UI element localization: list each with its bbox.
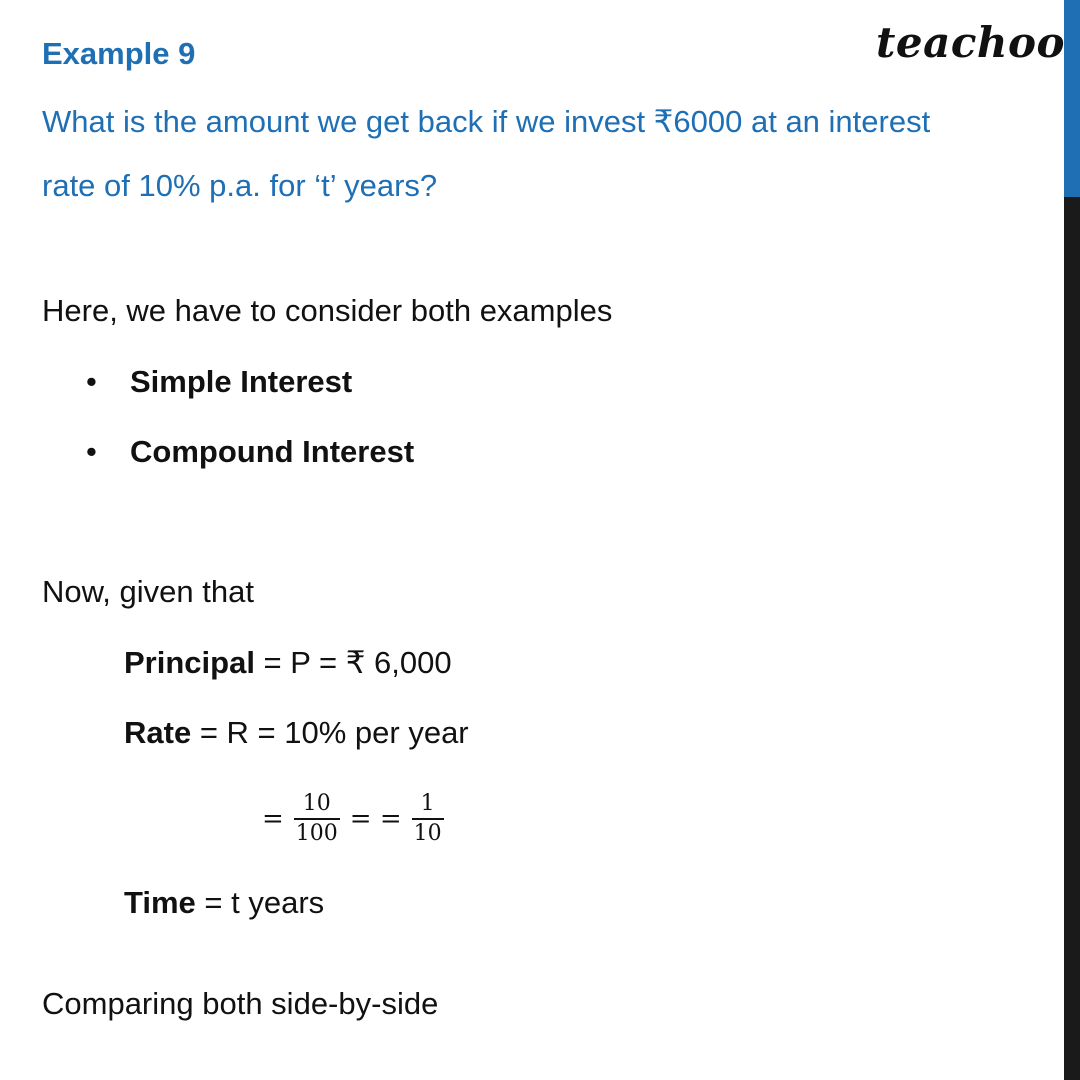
example-title: Example 9: [42, 36, 196, 71]
sidebar-accent-bar: [1064, 0, 1080, 197]
rate-fraction-row: [256, 792, 448, 846]
fraction-ten-over-hundred: [294, 792, 340, 846]
fraction-denominator: 10: [413, 821, 442, 846]
equals-sign: =: [262, 804, 284, 834]
bullet-item: [86, 434, 414, 470]
fraction-denominator: 100: [295, 821, 338, 846]
bullet-icon: •: [86, 434, 97, 469]
equals-sign: = =: [349, 804, 402, 834]
rate-label: Rate: [124, 715, 192, 750]
sidebar-dark-bar: [1064, 197, 1080, 1080]
fraction-numerator: 10: [302, 791, 331, 816]
question-line-2: rate of 10% p.a. for ‘t’ years?: [42, 168, 438, 203]
given-heading: Now, given that: [42, 574, 254, 609]
rate-row: [124, 715, 469, 751]
bullet-icon: •: [86, 364, 97, 399]
time-label: Time: [124, 885, 196, 920]
bullet-label: Simple Interest: [130, 364, 353, 399]
bullet-item: [86, 364, 352, 400]
question-line-1: What is the amount we get back if we invest ₹6000 at an interest: [42, 104, 931, 139]
principal-label: Principal: [124, 645, 255, 680]
fraction-numerator: 1: [420, 791, 435, 816]
time-value: = t years: [195, 885, 325, 920]
fraction-one-over-ten: [412, 792, 444, 846]
rate-value: = R = 10% per year: [191, 715, 469, 750]
time-row: [124, 885, 324, 921]
bullet-label: Compound Interest: [130, 434, 415, 469]
principal-row: [124, 645, 452, 681]
principal-value: = P = ₹ 6,000: [254, 645, 452, 680]
comparison-text: Comparing both side-by-side: [42, 986, 439, 1021]
teachoo-logo: teachoo: [876, 18, 1065, 67]
intro-text: Here, we have to consider both examples: [42, 293, 613, 328]
